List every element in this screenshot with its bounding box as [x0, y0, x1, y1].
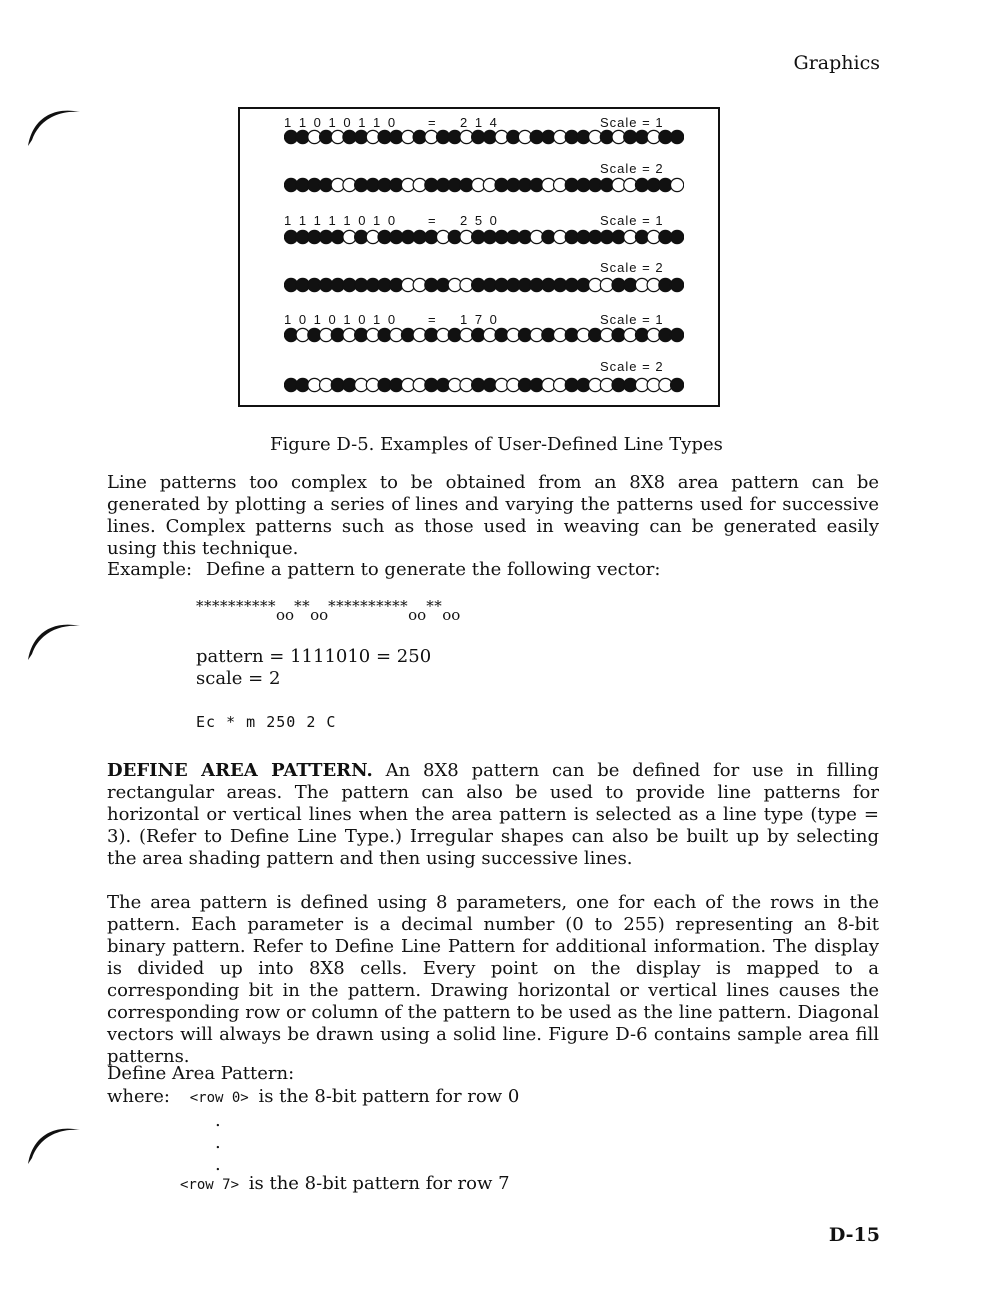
paragraph-text: An 8X8 pattern can be defined for use in filling rectangular areas. The pattern can also be used to provide line patterns for horizontal or vertical lines when the area pattern is selected as a line type (type = 3). (Refer to Define Line Type.) Irregular shapes can also be built up by selecting the area shading pattern and then using successive lines. — [107, 760, 879, 869]
section-header: Graphics — [793, 52, 880, 74]
vector-dashes: ********** — [196, 597, 276, 615]
empty-dot — [671, 178, 684, 191]
pattern-value: 2 5 0 — [460, 213, 499, 228]
scale-line: scale = 2 — [196, 668, 281, 689]
dot-row-6 — [284, 377, 684, 393]
binder-hole-mark-1 — [22, 100, 82, 160]
figure-d5 — [238, 107, 720, 407]
vector-gap: oo — [276, 606, 295, 624]
pattern-value: 1 7 0 — [460, 312, 499, 327]
equals-sign: = — [428, 213, 438, 228]
row-7-parameter: <row 7> — [180, 1177, 240, 1193]
vector-dashes: ** — [426, 597, 443, 615]
equals-sign: = — [428, 312, 438, 327]
where-row-0 — [107, 1086, 519, 1107]
escape-command: Ec * m 250 2 C — [196, 713, 337, 731]
scale-label: Scale = 2 — [600, 260, 664, 275]
dot-row-2 — [284, 177, 684, 193]
ellipsis-dot: . — [215, 1154, 221, 1175]
paragraph-area-pattern: The area pattern is defined using 8 parameters, one for each of the rows in the pattern. Each parameter is a decimal number (0 to 255) representing an 8-bit binary pattern. Refer to Define Line Pattern for additional information. The display is divided up into 8X8 cells. Every point on the display is mapped to a corresponding bit in the pattern. Drawing horizontal or vertical lines causes the corresponding row or column of the pattern to be used as the line pattern. Diagonal vectors will always be drawn using a solid line. Figure D-6 contains sample area fill patterns. — [107, 892, 879, 1067]
figure-caption: Figure D-5. Examples of User-Defined Line Types — [270, 434, 723, 455]
filled-dot — [671, 378, 684, 391]
define-area-pattern-paragraph — [107, 760, 879, 870]
where-row-7 — [180, 1173, 510, 1194]
vector-gap: oo — [310, 606, 329, 624]
scale-label: Scale = 2 — [600, 161, 664, 176]
bit-pattern: 1 0 1 0 1 0 1 0 — [284, 312, 398, 327]
row-0-parameter: <row 0> — [189, 1090, 249, 1106]
pattern-value: 2 1 4 — [460, 115, 499, 130]
vector-illustration — [196, 597, 461, 624]
filled-dot — [671, 130, 684, 143]
where-label: where: — [107, 1086, 170, 1107]
example-text: Define a pattern to generate the following vector: — [205, 559, 661, 580]
filled-dot — [671, 328, 684, 341]
filled-dot — [671, 230, 684, 243]
dot-row-5 — [284, 327, 684, 343]
filled-dot — [671, 278, 684, 291]
paragraph-line-patterns: Line patterns too complex to be obtained from an 8X8 area pattern can be generated by plotting a series of lines and varying the patterns used for successive lines. Complex patterns such as those used in weaving can be generated easily using this technique. — [107, 472, 879, 559]
bit-pattern: 1 1 1 1 1 0 1 0 — [284, 213, 398, 228]
scale-label: Scale = 2 — [600, 359, 664, 374]
vector-gap: oo — [408, 606, 427, 624]
page-number: D-15 — [828, 1224, 880, 1246]
pattern-line: pattern = 1111010 = 250 — [196, 646, 432, 667]
equals-sign: = — [428, 115, 438, 130]
vector-dashes: ********** — [328, 597, 409, 615]
dot-row-3 — [284, 229, 684, 245]
bit-pattern: 1 1 0 1 0 1 1 0 — [284, 115, 398, 130]
example-label: Example: — [107, 559, 193, 580]
example-line — [107, 559, 660, 580]
define-label: Define Area Pattern: — [107, 1063, 295, 1084]
dot-row-1 — [284, 129, 684, 145]
ellipsis-dot: . — [215, 1132, 221, 1153]
binder-hole-mark-3 — [22, 1118, 82, 1178]
dot-row-4 — [284, 277, 684, 293]
scale-label: Scale = 1 — [600, 115, 664, 130]
ellipsis-dot: . — [215, 1110, 221, 1131]
vector-gap: oo — [442, 606, 461, 624]
scale-label: Scale = 1 — [600, 312, 664, 327]
row-7-description: is the 8-bit pattern for row 7 — [248, 1173, 510, 1194]
binder-hole-mark-2 — [22, 614, 82, 674]
row-0-description: is the 8-bit pattern for row 0 — [258, 1086, 520, 1107]
vector-dashes: ** — [294, 597, 311, 615]
section-heading: DEFINE AREA PATTERN. — [107, 760, 373, 781]
scale-label: Scale = 1 — [600, 213, 664, 228]
